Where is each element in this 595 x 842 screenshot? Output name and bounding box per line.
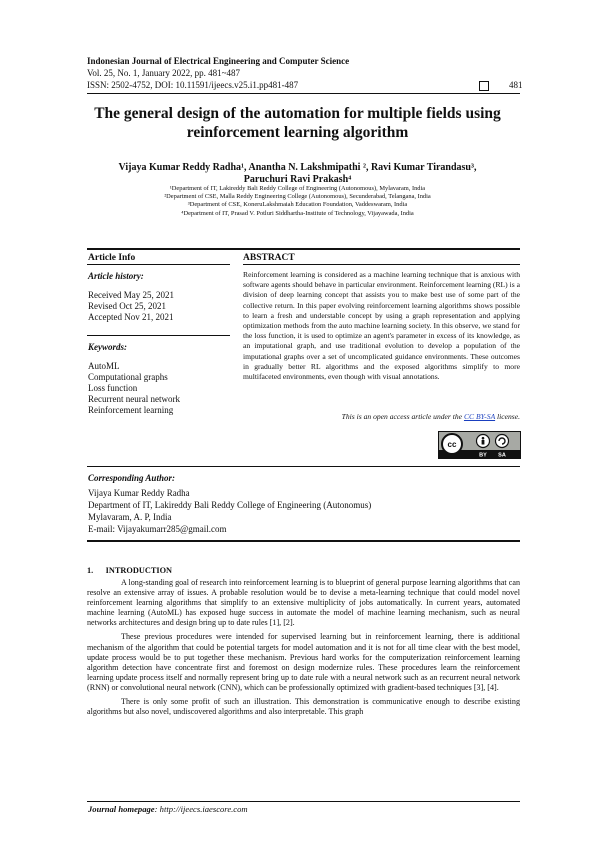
received-date: Received May 25, 2021 (88, 290, 174, 300)
keyword-item: AutoML (88, 361, 120, 371)
corresponding-rule (87, 466, 520, 467)
revised-date: Revised Oct 25, 2021 (88, 301, 166, 311)
footer-rule (87, 801, 520, 802)
paper-title (60, 104, 535, 142)
license-prefix: This is an open access article under the (341, 412, 464, 421)
authors-line-2: Paruchuri Ravi Prakash⁴ (243, 174, 352, 185)
corresponding-dept: Department of IT, Lakireddy Bali Reddy College of Engineering (Autonomus) (88, 500, 372, 510)
share-alike-icon (496, 435, 509, 448)
cc-text: cc (447, 440, 457, 449)
abstract-rule (243, 264, 520, 265)
affiliations (60, 185, 535, 218)
article-info-heading: Article Info (88, 253, 136, 263)
history-label: Article history: (88, 271, 144, 281)
page-number: 481 (509, 80, 523, 90)
authors-line-1: Vijaya Kumar Reddy Radha¹, Anantha N. Lakshmipathi ², Ravi Kumar Tirandasu³, (118, 162, 477, 173)
title-line-2: reinforcement learning algorithm (186, 124, 409, 141)
sa-label: SA (498, 452, 506, 458)
corresponding-label: Corresponding Author: (88, 473, 175, 483)
affiliation-4: ⁴Department of IT, Prasad V. Potluri Siddhartha-Institute of Technology, Vijayawada, India (181, 209, 414, 217)
license-link[interactable]: CC BY-SA (463, 412, 496, 421)
intro-paragraph-2: These previous procedures were intended for supervised learning but in reinforcement learning, there is additional mechanism of the algorithm that could be potential targets for model automation and it is not for all time clear with the best model, update process would be to put together these mechanism. Previous hard works for the computerization reinforcement learning algorithm detection have concentrate first and foremost on design modernize rules. These procedures learn the reinforcement learning update process itself and normally represent bring up to date rule with a neural network such as an recurrent neural network (RNN) or convolutional neural network (CNN), which can be professionally optimized with gradient-based techniques [3], [4]. (87, 632, 520, 692)
corresponding-email[interactable]: E-mail: Vijayakumarr285@gmail.com (88, 524, 227, 534)
abstract-text: Reinforcement learning is considered as a machine learning technique that is anxious with software agents should behave in particular environment. Reinforcement learning (RL) is a division of deep learning concept that assists you to make best use of some part of the collective return. In this paper evolving reinforcement learning algorithms shows possible to learn a fresh and understable concept by using a graph representation and applying optimization methods from the auto machine learning society. In this observe, we stand for the loss function, it is used to optimize an agent's parameter in excess of its knowledge, as an imputational graph, and use traditional evolution to develop a population of the imputational graphs over a set of uncomplicated guidance environments. These outcomes in gradually better RL algorithms and the exposed algorithms simplify to more multifaceted environments, even though with visual annotations. (243, 270, 520, 382)
accepted-date: Accepted Nov 21, 2021 (88, 312, 174, 322)
header-rule (87, 93, 520, 94)
license-suffix: license. (495, 412, 520, 421)
affiliation-3: ³Department of CSE, KoneruLakshmaiah Education Foundation, Vaddeswaram, India (187, 201, 408, 209)
keywords-label: Keywords: (88, 342, 127, 352)
keyword-item: Reinforcement learning (88, 405, 174, 415)
keyword-item: Loss function (88, 383, 138, 393)
title-line-1: The general design of the automation for multiple fields using (94, 105, 501, 122)
cc-by-sa-badge[interactable] (438, 431, 521, 459)
keyword-item: Computational graphs (88, 372, 168, 382)
intro-body (87, 578, 520, 717)
affiliation-1: ¹Department of IT, Lakireddy Bali Reddy College of Engineering (Autonomous), Mylavaram, India (169, 185, 426, 192)
keywords-rule (87, 335, 230, 336)
affiliation-2: ²Department of CSE, Malla Reddy Engineering College (Autonomous), Secunderabad, Telangana, India (164, 193, 431, 201)
intro-paragraph-3: There is only some profit of such an illustration. This demonstration is communicative enough to describe existing algorithms but also novel, undiscovered algorithms and also interpretable. This graph (87, 697, 520, 717)
issn-doi: ISSN: 2502-4752, DOI: 10.11591/ijeecs.v25.i1.pp481-487 (87, 80, 299, 90)
info-left-rule (87, 264, 230, 265)
keyword-item: Recurrent neural network (88, 394, 180, 404)
square-icon (479, 81, 489, 91)
license-line (330, 412, 520, 421)
info-top-rule (87, 248, 520, 250)
by-label: BY (479, 452, 487, 458)
homepage-url[interactable]: http://ijeecs.iaescore.com (159, 804, 248, 814)
abstract-heading: ABSTRACT (243, 253, 295, 263)
author-list (60, 162, 535, 186)
intro-paragraph-1: A long-standing goal of research into reinforcement learning is to blueprint of general purpose learning algorithms that can resolve an extensive array of issues. A probable resolution would be to devise a meta-learning technique that could model novel reinforcement learning algorithms that simplify to an extensive multiplicity of jobs automatically. In current years, automated machine learning (AutoML) has exposed huge success in automate the model of machine learning mechanism, such as neural networks architectures and design bring up to date rules [1], [2]. (87, 578, 520, 628)
intro-heading: 1. INTRODUCTION (87, 566, 173, 575)
corresponding-name: Vijaya Kumar Reddy Radha (88, 488, 190, 498)
info-bottom-rule (87, 540, 520, 542)
homepage-label: Journal homepage (88, 804, 155, 814)
journal-homepage: Journal homepage: http://ijeecs.iaescore.com (88, 804, 248, 814)
corresponding-city: Mylavaram, A. P, India (88, 512, 172, 522)
volume-info: Vol. 25, No. 1, January 2022, pp. 481~487 (87, 68, 240, 78)
journal-name: Indonesian Journal of Electrical Engineering and Computer Science (87, 56, 350, 66)
